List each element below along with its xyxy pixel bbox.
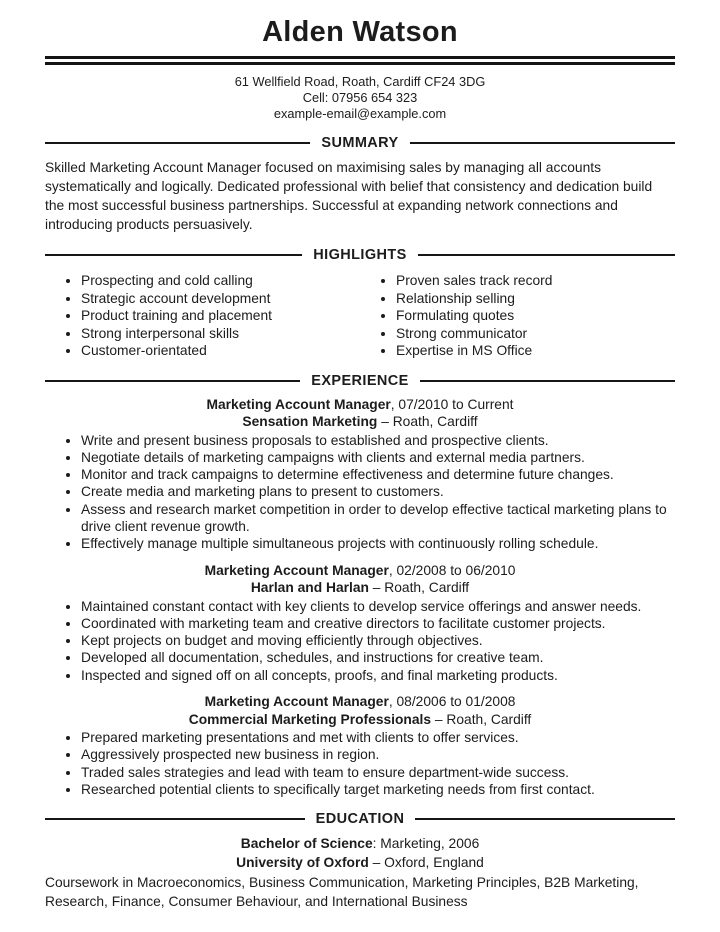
highlights-column-left: [45, 272, 360, 360]
heading-rule-right: [410, 142, 675, 144]
job-bullet: • Monitor and track campaigns to determine effectiveness and determine future changes.: [81, 466, 675, 483]
heading-rule-right: [420, 380, 675, 382]
job-bullets: [45, 432, 675, 553]
summary-heading: [45, 135, 675, 151]
job-bullet: • Prepared marketing presentations and met with clients to offer services.: [81, 729, 675, 746]
section-title: HIGHLIGHTS: [313, 247, 407, 263]
job-dates: , 02/2008 to 06/2010: [388, 562, 516, 578]
contact-phone: Cell: 07956 654 323: [302, 90, 418, 105]
job-role: Marketing Account Manager: [204, 562, 389, 578]
job-bullet: • Maintained constant contact with key clients to develop service offerings and answer needs.: [81, 598, 675, 615]
school-location: – Oxford, England: [372, 855, 484, 871]
highlights-heading: [45, 247, 675, 263]
job-dates: , 07/2010 to Current: [390, 396, 514, 412]
degree-detail: : Marketing, 2006: [372, 836, 480, 852]
job-bullets: [45, 729, 675, 798]
job-bullets: [45, 598, 675, 684]
section-title: EDUCATION: [315, 811, 405, 828]
heading-rule-right: [415, 818, 675, 820]
highlight-item: • Expertise in MS Office: [396, 342, 675, 360]
education-school-line: [45, 853, 675, 872]
job-role: Marketing Account Manager: [206, 396, 391, 412]
job-company: Commercial Marketing Professionals: [188, 711, 432, 727]
heading-rule-left: [45, 142, 310, 144]
job-bullet: • Researched potential clients to specifically target marketing needs from first contact.: [81, 781, 675, 798]
highlights-columns: [45, 270, 675, 360]
degree-name: Bachelor of Science: [240, 836, 373, 852]
school-name: University of Oxford: [236, 855, 369, 871]
job-location: – Roath, Cardiff: [372, 580, 470, 596]
job-company-line: [45, 579, 675, 597]
job-company: Harlan and Harlan: [250, 580, 369, 596]
job-company-line: [45, 711, 675, 729]
experience-heading: [45, 373, 675, 389]
highlight-item: • Proven sales track record: [396, 272, 675, 290]
job-bullet: • Coordinated with marketing team and creative directors to facilitate customer projects.: [81, 615, 675, 632]
highlight-item: • Product training and placement: [81, 307, 360, 325]
candidate-name: Alden Watson: [262, 16, 458, 48]
job-bullet: • Aggressively prospected new business in region.: [81, 746, 675, 763]
job-title-line: [45, 396, 675, 414]
section-title: EXPERIENCE: [311, 372, 409, 389]
section-summary: [45, 135, 675, 234]
highlight-item: • Customer-orientated: [81, 342, 360, 360]
experience-job-1: [45, 396, 675, 553]
job-location: – Roath, Cardiff: [434, 711, 532, 727]
job-bullet: • Traded sales strategies and lead with team to ensure department-wide success.: [81, 764, 675, 781]
section-education: [45, 811, 675, 911]
heading-rule-left: [45, 254, 302, 256]
highlight-item: • Strong communicator: [396, 325, 675, 343]
highlight-item: • Relationship selling: [396, 290, 675, 308]
experience-job-2: [45, 562, 675, 684]
highlight-item: • Strong interpersonal skills: [81, 325, 360, 343]
section-experience: [45, 373, 675, 799]
header-divider: [45, 56, 675, 65]
heading-rule-right: [418, 254, 675, 256]
education-degree-line: [45, 834, 675, 853]
job-role: Marketing Account Manager: [204, 694, 389, 710]
section-title: SUMMARY: [321, 135, 399, 151]
job-dates: , 08/2006 to 01/2008: [388, 694, 516, 710]
education-heading: [45, 811, 675, 827]
coursework-text: Coursework in Macroeconomics, Business Communication, Marketing Principles, B2B Marketing, Research, Finance, Consumer Behaviour, and International Business: [45, 875, 639, 910]
highlight-item: • Formulating quotes: [396, 307, 675, 325]
job-bullet: • Write and present business proposals to established and prospective clients.: [81, 432, 675, 449]
resume-header: [45, 14, 675, 122]
job-company: Sensation Marketing: [242, 414, 378, 429]
job-bullet: • Inspected and signed off on all concepts, proofs, and final marketing products.: [81, 667, 675, 684]
job-bullet: • Effectively manage multiple simultaneous projects with continuously rolling schedule.: [81, 535, 675, 552]
job-title-line: [45, 693, 675, 711]
job-bullet: • Assess and research market competition in order to develop effective tactical marketing plans to drive client revenue growth.: [81, 501, 675, 536]
contact-email: example-email@example.com: [273, 106, 447, 121]
job-bullet: • Negotiate details of marketing campaigns with clients and external media partners.: [81, 449, 675, 466]
job-title-line: [45, 562, 675, 580]
highlight-item: • Prospecting and cold calling: [81, 272, 360, 290]
section-highlights: [45, 247, 675, 360]
highlights-column-right: [360, 272, 675, 360]
heading-rule-left: [45, 380, 300, 382]
contact-address: 61 Wellfield Road, Roath, Cardiff CF24 3DG: [234, 74, 486, 89]
job-company-line: [45, 413, 675, 431]
job-bullet: • Kept projects on budget and moving efficiently through objectives.: [81, 632, 675, 649]
job-location: – Roath, Cardiff: [381, 414, 478, 429]
job-bullet: • Developed all documentation, schedules, and instructions for creative team.: [81, 649, 675, 666]
highlight-item: • Strategic account development: [81, 290, 360, 308]
job-bullet: • Create media and marketing plans to present to customers.: [81, 483, 675, 500]
heading-rule-left: [45, 818, 305, 820]
experience-job-3: [45, 693, 675, 798]
summary-text: Skilled Marketing Account Manager focused on maximising sales by managing all accounts systematically and logically. Dedicated professional with belief that consistency and dedication build the most successful business partnerships. Successful at expanding network connections and introducing products persuasively.: [45, 160, 653, 232]
